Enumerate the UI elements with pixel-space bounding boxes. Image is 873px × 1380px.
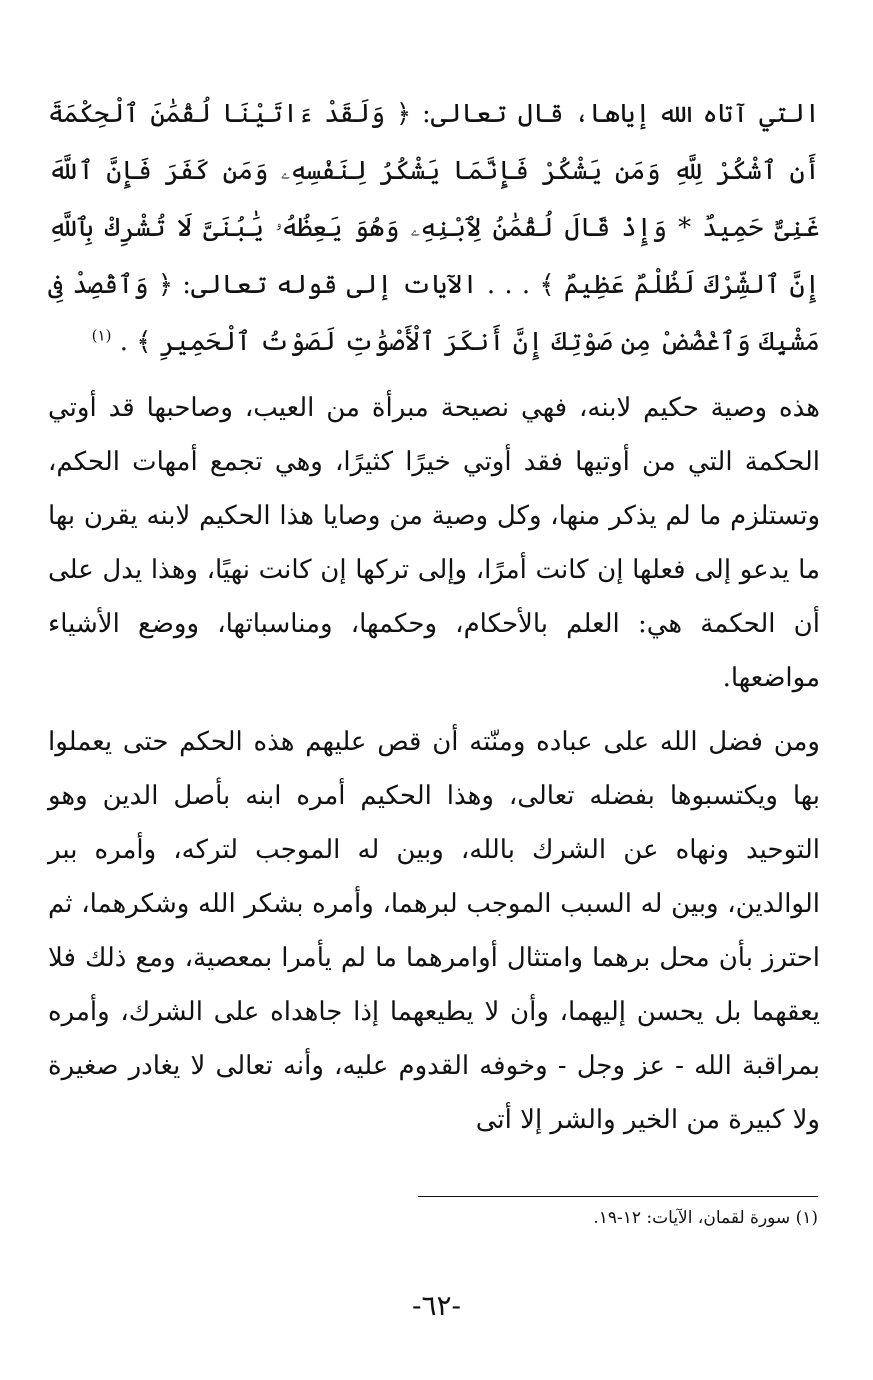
footnote: (١) سورة لقمان، الآيات: ١٢-١٩. [593,1208,818,1228]
paragraph-3: ومن فضل الله على عباده ومنّته أن قص عليهم هذه الحكم حتى يعملوا بها ويكتسبوها بفضله تعالى، وهذا الحكيم أمره ابنه بأصل الدين وهو التوحيد ونهاه عن الشرك بالله، وبين له الموجب لتركه، وأمره ببر الوالدين، وبين له السبب الموجب لبرهما، وأمره بشكر الله وشكرهما، ثم احترز بأن محل برهما وامتثال أوامرهما ما لم يأمرا بمعصية، ومع ذلك فلا يعقهما بل يحسن إليهما، وأن لا يطيعهما إذا جاهداه على الشرك، وأمره بمراقبة الله - عز وجل - وخوفه القدوم عليه، وأنه تعالى لا يغادر صغيرة ولا كبيرة من الخير والشر إلا أتى [48,727,820,1135]
page-body [48,86,820,1147]
footnote-reference: (١) [91,326,112,345]
footnote-divider [418,1196,818,1197]
paragraph-quran-verses [48,86,820,371]
paragraph-2: هذه وصية حكيم لابنه، فهي نصيحة مبرأة من العيب، وصاحبها قد أوتي الحكمة التي من أوتيها فقد أوتي خيرًا كثيرًا، وهي تجمع أمهات الحكم، وتستلزم ما لم يذكر منها، وكل وصية من وصايا هذا الحكيم لابنه يقرن بها ما يدعو إلى فعلها إن كانت أمرًا، وإلى تركها إن كانت نهيًا، وهذا يدل على أن الحكمة هي: العلم بالأحكام، وحكمها، ومناسباتها، ووضع الأشياء مواضعها. [48,393,820,693]
page-number: -٦٢- [411,1289,461,1322]
paragraph-1-text: التي آتاه الله إياها، قال تعالى: ﴿ وَلَقَدْ ءَاتَيْنَا لُقْمَٰنَ ٱلْحِكْمَةَ أَنِ ٱشْكُرْ لِلَّهِ وَمَن يَشْكُرْ فَإِنَّمَا يَشْكُرُ لِنَفْسِهِۦ وَمَن كَفَرَ فَإِنَّ ٱللَّهَ غَنِىٌّ حَمِيدٌ * وَإِذْ قَالَ لُقْمَٰنُ لِٱبْنِهِۦ وَهُوَ يَعِظُهُۥ يَٰبُنَىَّ لَا تُشْرِكْ بِٱللَّهِ إِنَّ ٱلشِّرْكَ لَظُلْمٌ عَظِيمٌ ﴾ . . . الآيات إلى قوله تعالى: ﴿ وَٱقْصِدْ فِى مَشْيِكَ وَٱغْضُضْ مِن صَوْتِكَ إِنَّ أَنكَرَ ٱلْأَصْوَٰتِ لَصَوْتُ ٱلْحَمِيرِ ﴾ . [48,99,821,357]
